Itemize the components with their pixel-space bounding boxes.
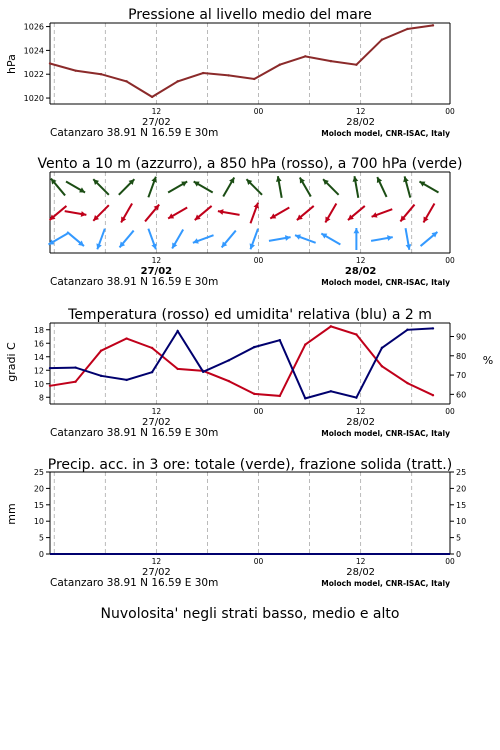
wind-arrow-850-hPa	[400, 205, 414, 222]
model-credit: Moloch model, CNR-ISAC, Italy	[321, 129, 450, 138]
humidity-line-point	[355, 396, 357, 398]
y-tick-label: 0	[38, 550, 44, 559]
y-tick-label: 25	[33, 468, 44, 477]
temperature-line-point	[304, 343, 306, 345]
cloud-cover-panel	[101, 606, 400, 622]
y-tick-label: 5	[38, 533, 44, 543]
date-label: 28/02	[344, 266, 377, 277]
wind-arrow-10-m	[193, 235, 214, 243]
y2-tick-label: 60	[456, 390, 467, 400]
humidity-ylabel: %	[482, 354, 494, 367]
wind-arrow-700-hPa	[403, 176, 410, 197]
pressure-title: Pressione al livello medio del mare	[128, 7, 372, 23]
y2-tick-label: 10	[456, 517, 467, 527]
humidity-line-point	[49, 367, 51, 369]
wind-arrow-850-hPa	[270, 208, 289, 219]
wind-arrow-700-hPa	[323, 179, 339, 195]
pressure-line-point	[330, 60, 332, 62]
humidity-line-point	[381, 347, 383, 349]
time-tick-label: 00	[445, 256, 455, 265]
pressure-line-point	[381, 38, 383, 40]
y-tick-label: 12	[33, 366, 44, 376]
pressure-panel	[5, 7, 455, 139]
precipitation-panel	[5, 457, 466, 589]
pressure-line-point	[432, 24, 434, 26]
temperature-line-point	[125, 337, 127, 339]
humidity-line-point	[279, 339, 281, 341]
date-label: 28/02	[346, 117, 376, 128]
wind-arrow-850-hPa	[195, 206, 212, 220]
wind-arrow-850-hPa	[423, 203, 434, 222]
wind-arrow-700-hPa	[148, 177, 156, 198]
wind-arrow-10-m	[148, 229, 156, 250]
time-tick-label: 00	[253, 107, 264, 116]
pressure-line-point	[176, 80, 178, 82]
humidity-line-point	[228, 359, 230, 361]
y-tick-label: 1022	[23, 70, 44, 80]
wind-arrow-700-hPa	[223, 177, 234, 196]
y-tick-label: 10	[33, 379, 44, 389]
wind-arrow-10-m	[371, 235, 393, 241]
humidity-line-point	[74, 366, 76, 368]
pressure-ylabel: hPa	[5, 54, 18, 74]
temperature-line-point	[253, 393, 255, 395]
wind-arrow-850-hPa	[325, 203, 336, 222]
time-tick-label: 12	[355, 407, 366, 416]
time-tick-label: 12	[355, 256, 366, 265]
wind-arrow-head	[354, 228, 360, 233]
wind-arrow-10-m	[421, 232, 438, 246]
y-tick-label: 1024	[23, 46, 44, 56]
wind-arrow-10-m	[250, 229, 258, 250]
y-tick-label: 18	[33, 325, 44, 335]
time-tick-label: 00	[445, 407, 455, 416]
temperature-line-point	[49, 385, 51, 387]
pressure-line-point	[74, 69, 76, 71]
wind-arrow-850-hPa	[168, 208, 187, 219]
date-label: 28/02	[346, 417, 376, 428]
location-label: Catanzaro 38.91 N 16.59 E 30m	[50, 127, 219, 139]
y-tick-label: 20	[33, 484, 44, 494]
wind-arrow-10-m	[354, 228, 360, 250]
wind-arrow-10-m	[269, 235, 291, 241]
temperature-line-point	[100, 349, 102, 351]
temperature-line-point	[330, 325, 332, 327]
pressure-line-point	[304, 55, 306, 57]
wind-arrow-10-m	[96, 229, 104, 250]
wind-title: Vento a 10 m (azzurro), a 850 hPa (rosso), a 700 hPa (verde)	[37, 156, 463, 172]
wind-arrow-700-hPa	[300, 177, 311, 196]
time-tick-label: 00	[445, 107, 455, 116]
y2-tick-label: 5	[456, 533, 462, 543]
humidity-line-point	[151, 371, 153, 373]
pressure-line-point	[151, 96, 153, 98]
wind-arrow-850-hPa	[297, 206, 314, 220]
time-tick-label: 12	[151, 557, 162, 566]
wind-arrow-700-hPa	[419, 182, 438, 193]
pressure-line-point	[279, 63, 281, 65]
wind-arrow-10-m	[321, 234, 340, 245]
humidity-line-point	[176, 330, 178, 332]
wind-arrow-10-m	[222, 231, 236, 248]
wind-arrow-850-hPa	[65, 211, 87, 217]
humidity-line-point	[304, 397, 306, 399]
humidity-line-point	[432, 327, 434, 329]
y2-tick-label: 25	[456, 468, 467, 477]
y2-tick-label: 20	[456, 484, 467, 494]
temperature-line-point	[432, 394, 434, 396]
y-tick-label: 1026	[23, 22, 44, 32]
y-tick-label: 16	[33, 339, 44, 349]
location-label: Catanzaro 38.91 N 16.59 E 30m	[50, 276, 219, 288]
wind-arrow-850-hPa	[372, 209, 393, 217]
wind-arrow-850-hPa	[250, 203, 258, 224]
pressure-line	[50, 25, 433, 97]
date-label: 27/02	[141, 567, 171, 578]
model-credit: Moloch model, CNR-ISAC, Italy	[321, 579, 450, 588]
time-tick-label: 12	[151, 256, 162, 265]
location-label: Catanzaro 38.91 N 16.59 E 30m	[50, 577, 219, 589]
wind-arrow-700-hPa	[194, 182, 213, 193]
model-credit: Moloch model, CNR-ISAC, Italy	[321, 429, 450, 438]
time-tick-label: 00	[253, 557, 264, 566]
model-credit: Moloch model, CNR-ISAC, Italy	[321, 278, 450, 287]
wind-arrow-700-hPa	[51, 179, 65, 196]
wind-arrow-850-hPa	[348, 206, 365, 220]
pressure-line-point	[49, 62, 51, 64]
time-tick-label: 00	[445, 557, 455, 566]
time-tick-label: 00	[253, 256, 264, 265]
y-tick-label: 10	[33, 517, 44, 527]
wind-arrow-850-hPa	[93, 205, 109, 221]
temperature-line-point	[74, 381, 76, 383]
wind-arrow-850-hPa	[50, 206, 67, 220]
wind-arrow-10-m	[120, 231, 134, 248]
wind-arrow-10-m	[172, 229, 183, 248]
wind-arrow-700-hPa	[119, 179, 135, 195]
y2-tick-label: 0	[456, 550, 462, 559]
humidity-line-point	[202, 371, 204, 373]
y2-tick-label: 15	[456, 500, 467, 510]
temperature-line-point	[228, 380, 230, 382]
wind-arrow-850-hPa	[145, 205, 159, 222]
pressure-line-point	[202, 72, 204, 74]
humidity-line-point	[100, 375, 102, 377]
y2-tick-label: 80	[456, 351, 467, 361]
temp-ylabel: gradi C	[5, 342, 18, 382]
time-tick-label: 12	[355, 557, 366, 566]
y2-tick-label: 70	[456, 371, 467, 381]
time-tick-label: 12	[151, 107, 162, 116]
wind-arrow-10-m	[48, 234, 67, 245]
temperature-line-point	[355, 333, 357, 335]
temperature-line-point	[381, 365, 383, 367]
wind-arrow-700-hPa	[377, 177, 387, 197]
wind-arrow-700-hPa	[276, 176, 282, 198]
temperature-line-point	[176, 368, 178, 370]
y-tick-label: 8	[38, 393, 44, 403]
location-label: Catanzaro 38.91 N 16.59 E 30m	[50, 427, 219, 439]
wind-arrow-700-hPa	[353, 176, 359, 198]
wind-arrow-10-m	[67, 232, 84, 246]
cloud-title: Nuvolosita' negli strati basso, medio e alto	[100, 606, 400, 622]
precip-ylabel: mm	[5, 503, 18, 525]
wind-arrow-700-hPa	[246, 179, 262, 195]
wind-arrow-850-hPa	[121, 203, 132, 222]
wind-arrow-10-m	[406, 228, 412, 250]
date-label: 27/02	[140, 266, 173, 277]
humidity-line-point	[330, 390, 332, 392]
pressure-line-point	[253, 78, 255, 80]
humidity-line-point	[406, 329, 408, 331]
temperature-line-point	[279, 395, 281, 397]
y-tick-label: 15	[33, 500, 44, 510]
date-label: 28/02	[346, 567, 376, 578]
precip-title: Precip. acc. in 3 ore: totale (verde), frazione solida (tratt.)	[47, 457, 453, 473]
time-tick-label: 00	[253, 407, 264, 416]
humidity-line-point	[125, 379, 127, 381]
pressure-line-point	[228, 74, 230, 76]
pressure-line-point	[100, 73, 102, 75]
pressure-line-point	[125, 80, 127, 82]
humidity-line-point	[253, 346, 255, 348]
date-label: 27/02	[141, 117, 171, 128]
wind-arrow-850-hPa	[218, 209, 240, 215]
wind-arrow-700-hPa	[93, 179, 109, 195]
wind-arrow-10-m	[295, 234, 316, 242]
pressure-line-point	[355, 63, 357, 65]
y-tick-label: 14	[33, 352, 44, 362]
temp-title: Temperatura (rosso) ed umidita' relativa (blu) a 2 m	[68, 307, 432, 323]
temperature-humidity-panel	[5, 307, 493, 439]
temperature-line-point	[406, 382, 408, 384]
date-label: 27/02	[141, 417, 171, 428]
wind-panel	[37, 156, 462, 288]
wind-arrow-700-hPa	[66, 182, 85, 193]
y-tick-label: 1020	[23, 94, 44, 104]
pressure-line-point	[406, 28, 408, 30]
y2-tick-label: 90	[456, 332, 467, 342]
time-tick-label: 12	[355, 107, 366, 116]
time-tick-label: 12	[151, 407, 162, 416]
wind-arrow-700-hPa	[168, 182, 187, 193]
temperature-line-point	[151, 347, 153, 349]
